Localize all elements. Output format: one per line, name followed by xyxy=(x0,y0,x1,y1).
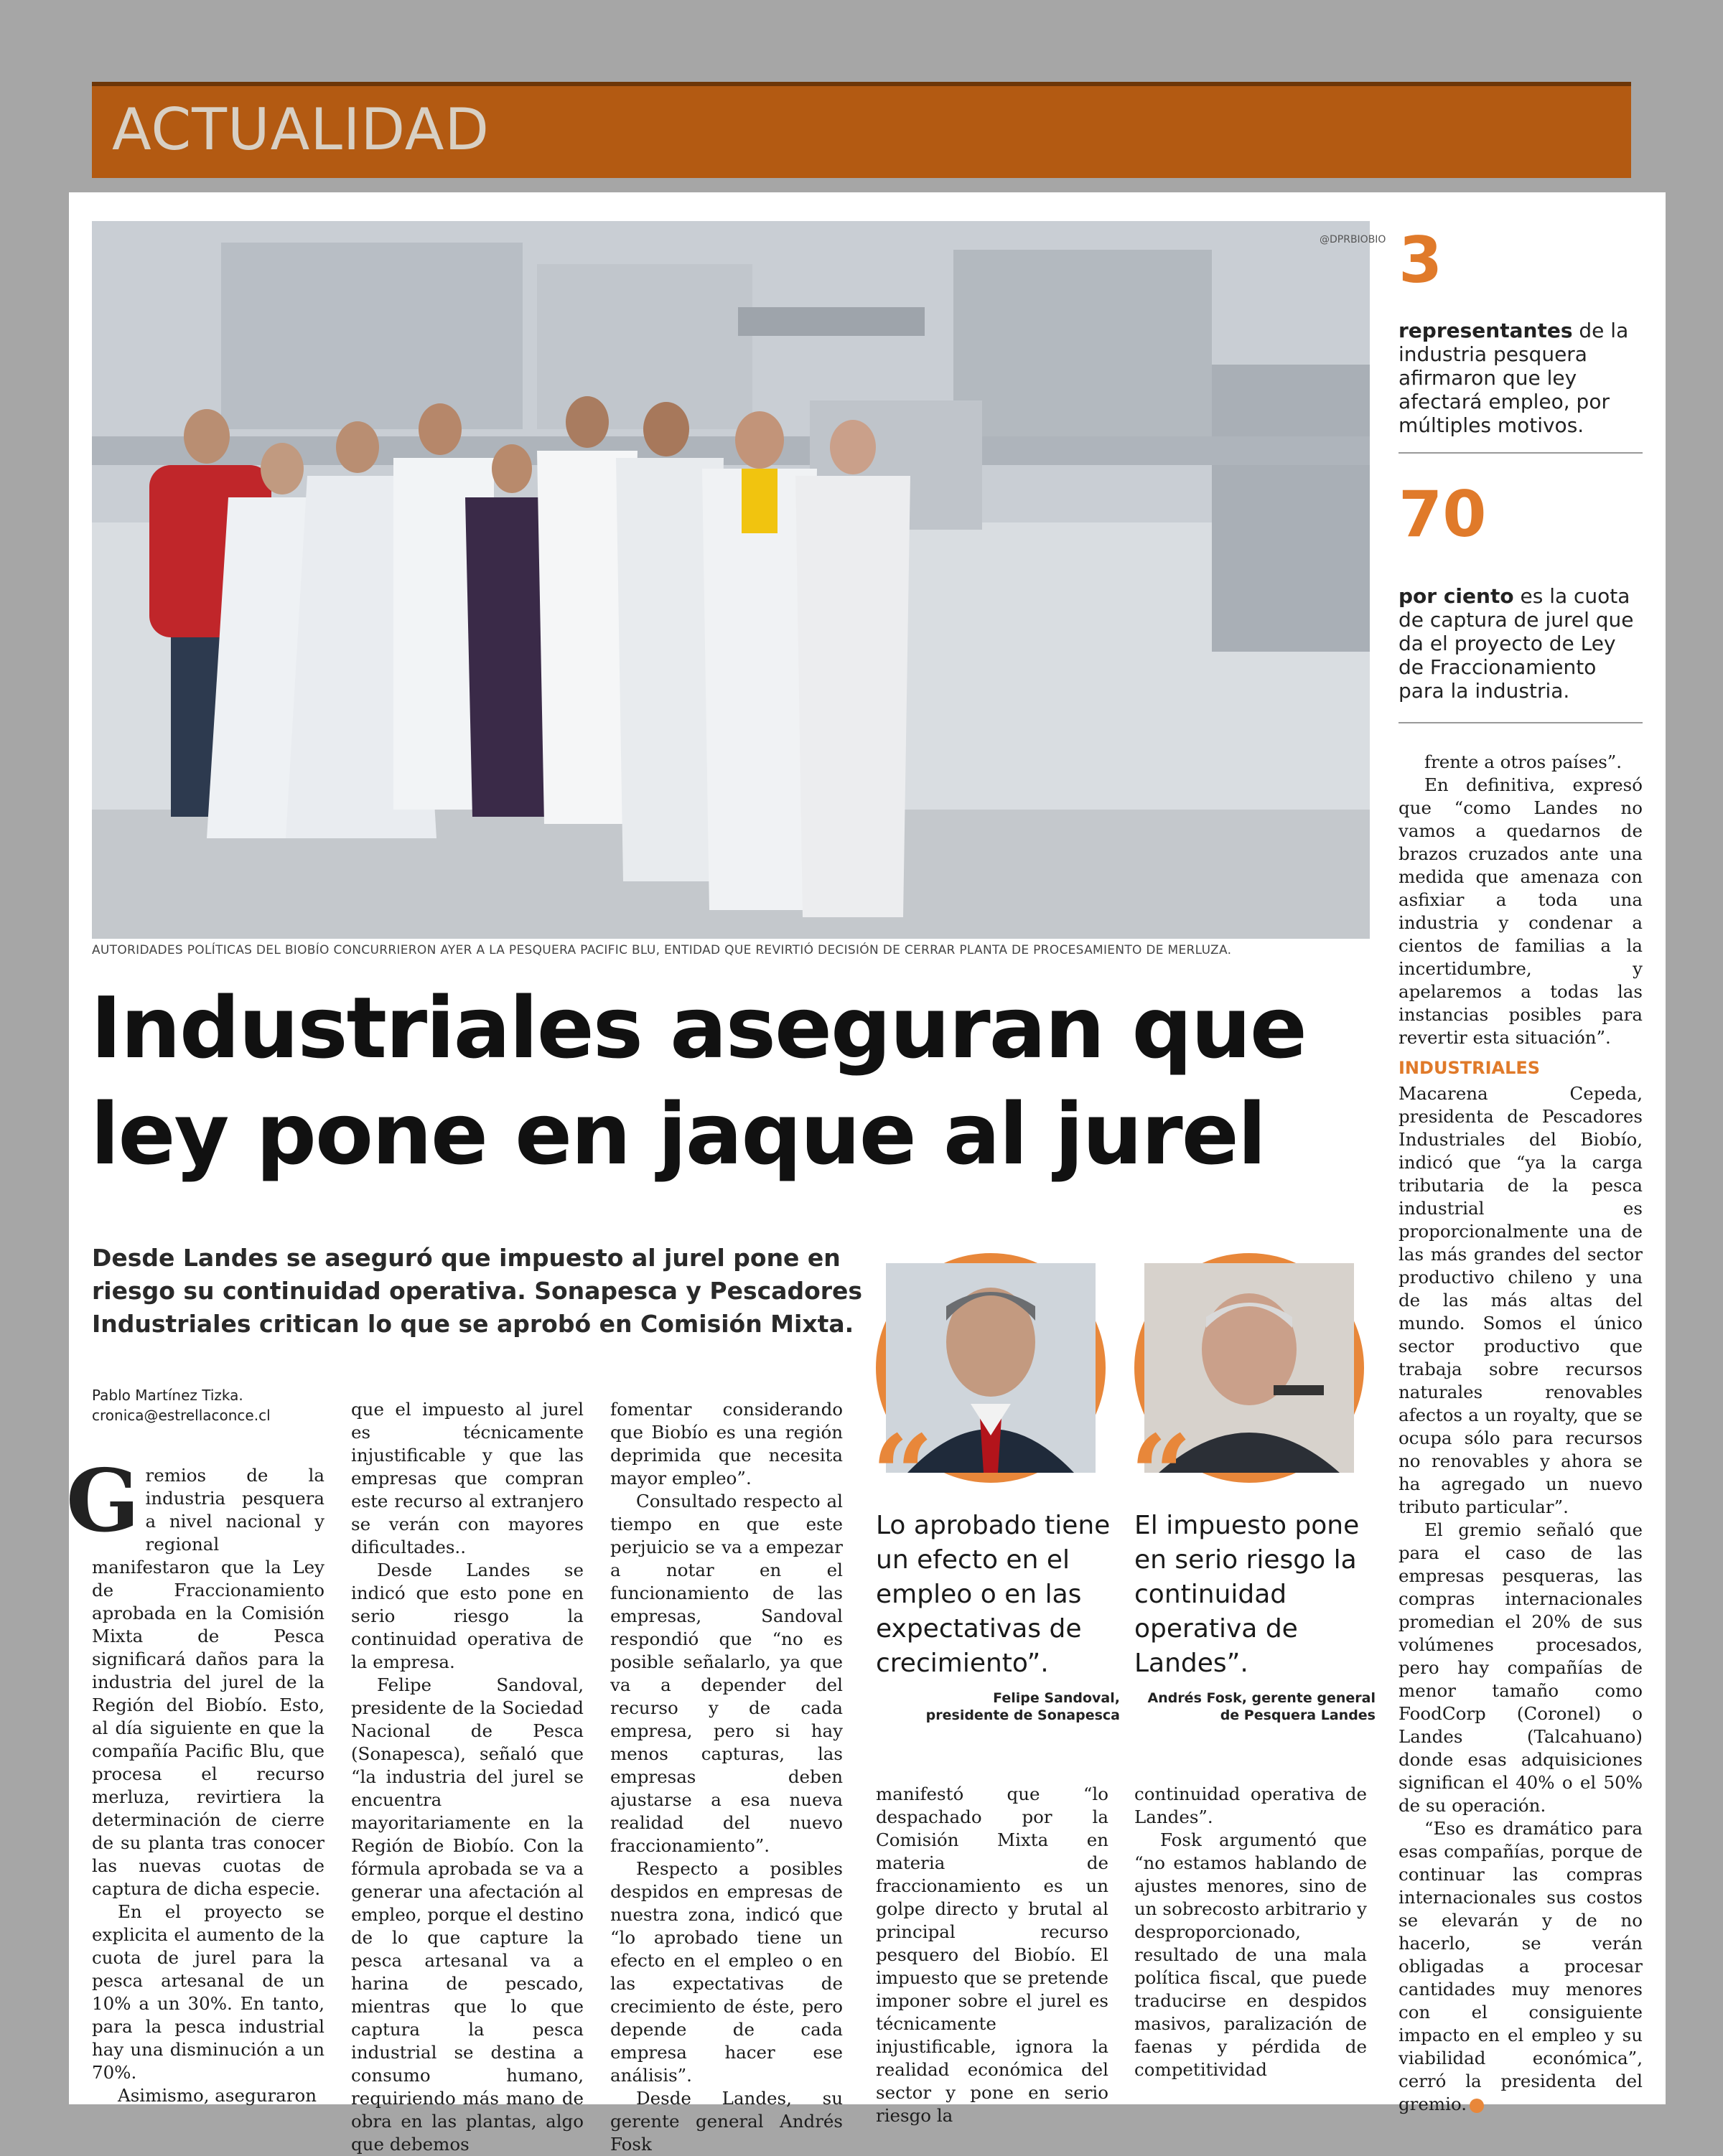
paragraph: En definitiva, expresó que “como Landes no vamos a quedarnos de brazos cruzados ante una medida que amenaza con asfixiar a toda una industria y condenar a cientos de familias a la incertidumbre, y apelaremos a todas las instancias posibles para revertir esta situación”. xyxy=(1399,774,1643,1048)
stat-number-3: 3 xyxy=(1399,223,1443,297)
drop-cap: G xyxy=(66,1450,140,1552)
byline xyxy=(92,1385,271,1425)
author-email: cronica@estrellaconce.cl xyxy=(92,1407,271,1424)
paragraph: Consultado respecto al tiempo en que este perjuicio se va a empezar a notar en el funcionamiento de las empresas, Sandoval respondió que “no es posible señalarlo, ya que va a depender del recurso y de cada empresa, pero si hay menos capturas, las empresas deben ajustarse a esa nueva realidad del nuevo fraccionamiento”. xyxy=(610,1491,843,1856)
paragraph: fomentar considerando que Biobío es una región deprimida que necesita mayor empleo”. xyxy=(610,1399,843,1489)
divider xyxy=(1399,452,1643,454)
paragraph: El gremio señaló que para el caso de las empresas pesqueras, las compras internacionales promedian el 20% de sus volúmenes procesados, pero hay compañías de menor tamaño como FoodCorp (Coronel) o Landes (Talcahuano) donde esas adquisiciones significan el 40% o el 50% de su operación. xyxy=(1399,1519,1643,1816)
section-title: ACTUALIDAD xyxy=(112,96,490,163)
article-column-2 xyxy=(351,1398,584,2156)
photo-credit: @DPRBIOBIO xyxy=(1320,234,1386,245)
deck xyxy=(92,1242,882,1341)
quote-mark-1: “ xyxy=(872,1412,934,1538)
subhead-industriales: INDUSTRIALES xyxy=(1399,1058,1541,1078)
article-column-4 xyxy=(876,1783,1108,2127)
stat-text-2: por ciento es la cuota de captura de jurel que da el proyecto de Ley de Fraccionamiento para la industria. xyxy=(1399,584,1634,703)
article-column-5 xyxy=(1134,1783,1367,2081)
paragraph: continuidad operativa de Landes”. xyxy=(1134,1784,1367,1827)
headline-line-2: ley pone en jaque al jurel xyxy=(90,1084,1266,1184)
section-banner xyxy=(92,82,1631,178)
article-page xyxy=(66,192,1666,2155)
pull-quote-2: El impuesto pone en serio riesgo la continuidad operativa de Landes”. xyxy=(1134,1511,1360,1678)
end-of-article-icon xyxy=(1470,2099,1484,2113)
pull-quote-1: Lo aprobado tiene un efecto en el empleo o en las expectativas de crecimiento”. xyxy=(876,1511,1111,1678)
divider xyxy=(1399,722,1643,723)
paragraph: que el impuesto al jurel es técnicamente injustificable y que las empresas que compran este recurso al extranjero se verán con mayores dificultades.. xyxy=(351,1399,584,1557)
paragraph: manifestó que “lo despachado por la Comisión Mixta en materia de fraccionamiento es un golpe directo y brutal al principal recurso pesquero del Biobío. El impuesto que se pretende imponer sobre el jurel es técnicamente injustificable, ignora la realidad económica del sector y pone en serio riesgo la xyxy=(876,1784,1108,2126)
author-name: Pablo Martínez Tizka. xyxy=(92,1387,243,1404)
quote-2-attribution: Andrés Fosk, gerente general de Pesquera Landes xyxy=(1147,1690,1376,1723)
paragraph: Asimismo, aseguraron xyxy=(118,2085,317,2106)
paragraph: Gremios de la industria pesquera a nivel nacional y regional manifestaron que la Ley de Fraccionamiento aprobada en la Comisión Mixta de Pesca significará daños para la industria del jurel de la Región del Biobío. Esto, al día siguiente en que la compañía Pacific Blu, que procesa el recurso merluza, revirtiera la determinación de cierre de su planta tras conocer las nuevas cuotas de captura de dicha especie. xyxy=(66,1450,324,1899)
headline xyxy=(90,975,1383,1187)
paragraph: Desde Landes, su gerente general Andrés Fosk xyxy=(610,2088,843,2155)
article-column-1 xyxy=(66,1450,324,2107)
factory-group-photo xyxy=(92,221,1386,939)
paragraph: En el proyecto se explicita el aumento de la cuota de jurel para la pesca artesanal de un 10% a un 30%. En tanto, para la pesca industrial hay una disminución a un 70%. xyxy=(92,1901,324,2083)
paragraph: Felipe Sandoval, presidente de la Sociedad Nacional de Pesca (Sonapesca), señaló que “la industria del jurel se encuentra mayoritariamente en la Región de Biobío. Con la fórmula aprobada se va a generar una afectación al empleo, porque el destino de lo que capture la pesca artesanal va a harina de pescado, mientras que lo que captura la pesca industrial se destina a consumo humano, requiriendo más mano de obra en las plantas, algo que debemos xyxy=(351,1674,584,2155)
paragraph: Respecto a posibles despidos en empresas de nuestra zona, indicó que “lo aprobado tiene un efecto en el empleo o en las expectativas de crecimiento de éste, pero depende de cada empresa hacer ese análisis”. xyxy=(610,1858,843,2086)
paragraph: Fosk argumentó que “no estamos hablando de ajustes menores, sino de un sobrecosto arbitrario y desproporcionado, resultado de una mala política fiscal, que puede traducirse en despidos masivos, paralización de faenas y pérdida de competitividad xyxy=(1134,1829,1367,2080)
article-column-3 xyxy=(610,1398,843,2156)
paragraph: frente a otros países”. xyxy=(1424,751,1622,772)
quote-mark-2: “ xyxy=(1130,1412,1192,1538)
deck-line-3: Industriales critican lo que se aprobó en Comisión Mixta. xyxy=(92,1310,854,1338)
headline-line-1: Industriales aseguran que xyxy=(90,978,1306,1077)
stat-text-1: representantes de la industria pesquera afirmaron que ley afectará empleo, por múltiples motivos. xyxy=(1399,319,1629,437)
quote-1-attribution: Felipe Sandoval, presidente de Sonapesca xyxy=(925,1690,1120,1723)
photo-caption: AUTORIDADES POLÍTICAS DEL BIOBÍO CONCURRIERON AYER A LA PESQUERA PACIFIC BLU, ENTIDAD QUE REVIRTIÓ DECISIÓN DE CERRAR PLANTA DE PROCESAMIENTO DE MERLUZA. xyxy=(92,943,1232,957)
stat-number-70: 70 xyxy=(1399,477,1487,551)
paragraph: Macarena Cepeda, presidenta de Pescadores Industriales del Biobío, indicó que “ya la carga tributaria de la pesca industrial es proporcionalmente una de las más grandes del sector productivo chileno y una de las más altas del mundo. Somos el único sector productivo que trabaja sobre recursos naturales renovables afectos a un royalty, que se ocupa sólo para recursos no renovables y ahora se ha agregado un nuevo tributo particular”. xyxy=(1399,1083,1643,1517)
sidebar-column-bottom xyxy=(1399,1082,1643,2116)
photo-illustration xyxy=(92,221,1370,939)
deck-line-1: Desde Landes se aseguró que impuesto al jurel pone en xyxy=(92,1244,841,1272)
sidebar-column-top xyxy=(1399,751,1643,1049)
deck-line-2: riesgo su continuidad operativa. Sonapesca y Pescadores xyxy=(92,1277,863,1305)
paragraph: “Eso es dramático para esas compañías, porque de continuar las compras internacionales sus costos se elevarán y de no hacerlo, se verán obligadas a procesar cantidades muy menores con el consiguiente impacto en el empleo y su viabilidad económica”, cerró la presidenta del gremio. xyxy=(1399,1818,1643,2114)
paragraph: Desde Landes se indicó que esto pone en serio riesgo la continuidad operativa de la empresa. xyxy=(351,1560,584,1672)
